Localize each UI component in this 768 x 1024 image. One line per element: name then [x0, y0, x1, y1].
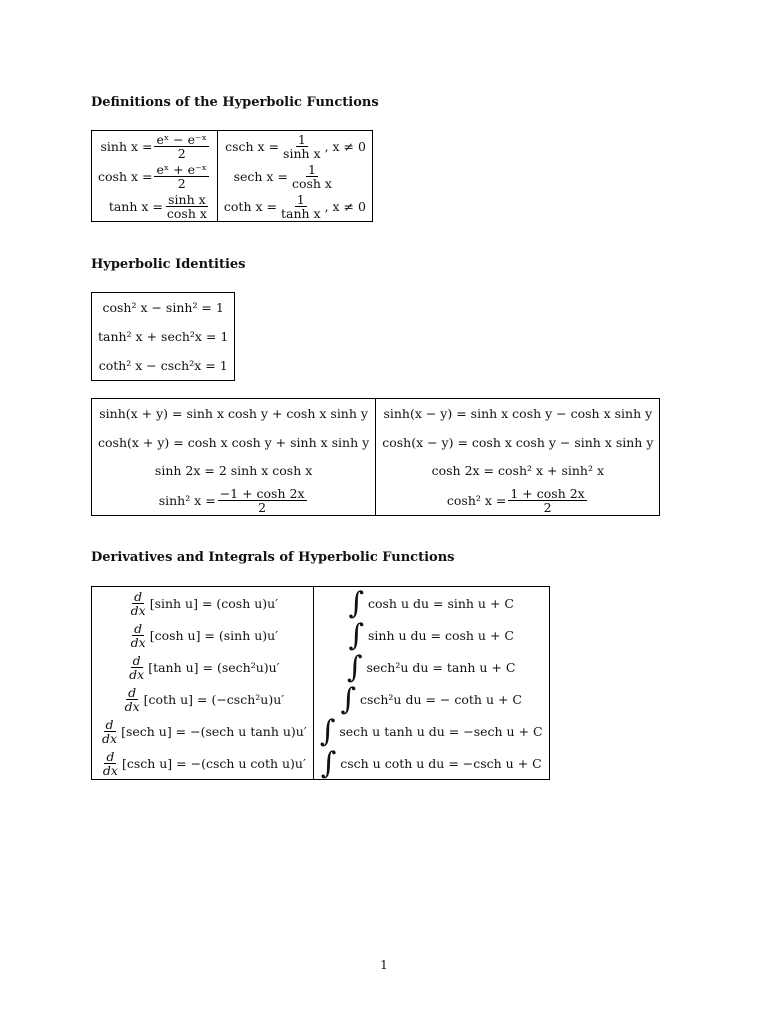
integral-row [320, 715, 543, 747]
integral-row [320, 683, 543, 715]
sum-formulas-right-column [376, 399, 660, 516]
identity-tanh-sech: tanh² x + sech²x = 1 [98, 329, 229, 344]
sum-formulas-table [91, 398, 660, 516]
def-sinh-fraction: $\frac{\text{eˣ − e⁻ˣ}}{2}$ [156, 131, 207, 161]
derivative-row [98, 747, 307, 779]
def-tanh-fraction: $\frac{\text{sinh x}}{\text{cosh x}}$ [166, 191, 207, 221]
integral-formula: sech²u du = tanh u + C [366, 659, 516, 675]
formula-cosh-half-fraction: $\frac{1 + \cosh 2x}{2}$ [510, 485, 585, 515]
identity-coth-csch: coth² x − csch²x = 1 [98, 358, 228, 373]
derivative-row [98, 619, 307, 651]
derivative-row [98, 651, 307, 683]
formula-sinh-sum: sinh(x + y) = sinh x cosh y + cosh x sinh y [99, 406, 368, 421]
integrals-column [313, 587, 549, 780]
def-csch: csch x = $\frac{1}{\text{sinh x}}$ , x ≠ 0 [225, 131, 366, 161]
def-tanh: tanh x = $\frac{\text{sinh x}}{\text{cosh x}}$ [108, 191, 207, 221]
formula-cosh-half: cosh² x = $\frac{1 + \cosh 2x}{2}$ [446, 485, 585, 515]
def-csch-fraction: $\frac{1}{\text{sinh x}}$ [283, 131, 321, 161]
derivative-operator: d dx [130, 620, 146, 650]
derivative-operator: d dx [129, 652, 145, 682]
formula-cosh-diff: cosh(x − y) = cosh x cosh y − sinh x sinh y [382, 435, 654, 450]
integral-formula: csch u coth u du = −csch u + C [340, 755, 542, 771]
def-sech-fraction: $\frac{1}{\text{cosh x}}$ [291, 161, 332, 191]
formula-cosh-double: cosh 2x = cosh² x + sinh² x [431, 463, 604, 478]
def-cosh: cosh x = $\frac{\text{eˣ + e⁻ˣ}}{2}$ [98, 161, 207, 191]
integral-sign: ∫ [348, 586, 364, 621]
integral-sign: ∫ [348, 618, 364, 653]
formula-sinh-double: sinh 2x = 2 sinh x cosh x [154, 463, 313, 478]
integral-sign: ∫ [320, 746, 337, 781]
derivative-operator: d dx [124, 684, 140, 714]
derivative-operator: d dx [130, 588, 146, 618]
derivative-operator: d dx [102, 748, 118, 778]
definitions-heading: Definitions of the Hyperbolic Functions [91, 95, 379, 110]
def-coth-fraction: $\frac{1}{\text{tanh x}}$ [280, 191, 321, 221]
formula-sinh-half: sinh² x = $\frac{-1 + \cosh 2x}{2}$ [158, 485, 305, 515]
integral-row [320, 747, 543, 779]
formula-sinh-diff: sinh(x − y) = sinh x cosh y − cosh x sinh y [383, 406, 653, 421]
integral-sign: ∫ [346, 650, 363, 685]
identity-cosh-sinh: cosh² x − sinh² = 1 [102, 300, 224, 315]
derivative-operator: d dx [102, 716, 118, 746]
identities-heading: Hyperbolic Identities [91, 257, 246, 272]
integral-formula: cosh u du = sinh u + C [367, 595, 514, 611]
integral-formula: sinh u du = cosh u + C [367, 627, 514, 643]
integral-sign: ∫ [319, 714, 336, 749]
integral-row [320, 651, 543, 683]
derivative-row [98, 683, 307, 715]
identities-table [91, 292, 235, 381]
integral-row [320, 587, 543, 619]
derivative-row [98, 715, 307, 747]
derivative-formula: [tanh u] = (sech²u)u′ [148, 659, 280, 675]
calculus-table [91, 586, 550, 780]
integral-sign: ∫ [340, 682, 356, 717]
def-sinh: sinh x = $\frac{\text{eˣ − e⁻ˣ}}{2}$ [100, 131, 207, 161]
identities-cell [92, 293, 235, 381]
derivative-formula: [sinh u] = (cosh u)u′ [149, 595, 279, 611]
sum-formulas-left-column [92, 399, 376, 516]
derivative-formula: [csch u] = −(csch u coth u)u′ [121, 755, 306, 771]
def-coth: coth x = $\frac{1}{\text{tanh x}}$ , x ≠ 0 [223, 191, 366, 221]
derivatives-column [92, 587, 314, 780]
derivative-row [98, 587, 307, 619]
def-sech: sech x = $\frac{1}{\text{cosh x}}$ [233, 161, 332, 191]
formula-sinh-half-fraction: $\frac{-1 + \cosh 2x}{2}$ [219, 485, 305, 515]
definitions-right-column [217, 131, 372, 222]
definitions-left-column [92, 131, 218, 222]
integral-formula: csch²u du = − coth u + C [359, 691, 522, 707]
page-number: 1 [380, 958, 388, 972]
calculus-heading: Derivatives and Integrals of Hyperbolic Functions [91, 550, 455, 565]
definitions-table [91, 130, 373, 222]
derivative-formula: [sech u] = −(sech u tanh u)u′ [121, 723, 307, 739]
def-cosh-fraction: $\frac{\text{eˣ + e⁻ˣ}}{2}$ [156, 161, 207, 191]
integral-row [320, 619, 543, 651]
derivative-formula: [cosh u] = (sinh u)u′ [149, 627, 279, 643]
integral-formula: sech u tanh u du = −sech u + C [339, 723, 543, 739]
derivative-formula: [coth u] = (−csch²u)u′ [143, 691, 285, 707]
formula-cosh-sum: cosh(x + y) = cosh x cosh y + sinh x sinh y [98, 435, 370, 450]
